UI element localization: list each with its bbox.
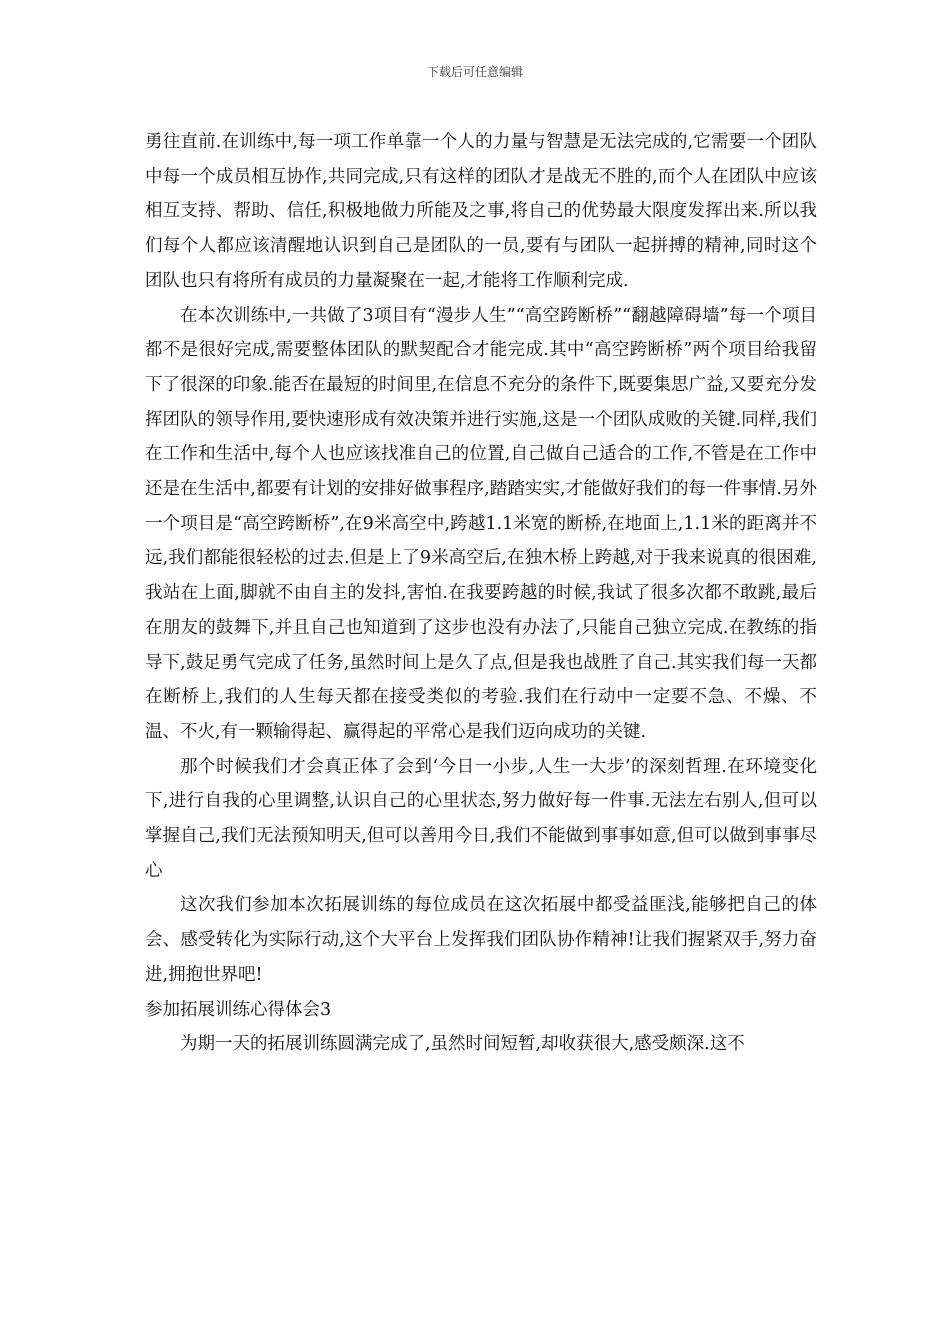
page-header: 下载后可任意编辑 <box>426 65 523 79</box>
paragraph-3: 那个时候我们才会真正体了会到‘今日一小步,人生一大步’的深刻哲理.在环境变化下,进行自我的心里调整,认识自己的心里状态,努力做好每一件事.无法左右别人,但可以掌握自己,我们无法预知明天,但可以善用今日,我们不能做到事事如意,但可以做到事事尽心 <box>145 756 817 881</box>
paragraph-5: 为期一天的拓展训练圆满完成了,虽然时间短暂,却收获很大,感受颇深.这不 <box>180 1034 745 1055</box>
paragraph-2: 在本次训练中,一共做了3项目有“漫步人生”“高空跨断桥”“翻越障碍墙”每一个项目都不是很好完成,需要整体团队的默契配合才能完成.其中“高空跨断桥”两个项目给我留下了很深的印象.能否在最短的时间里,在信息不充分的条件下,既要集思广益,又要充分发挥团队的领导作用,要快速形成有效决策并进行实施,这是一个团队成败的关键.同样,我们在工作和生活中,每个人也应该找准自己的位置,自己做自己适合的工作,不管是在工作中还是在生活中,都要有计划的安排好做事程序,踏踏实实,才能做好我们的每一件事情.另外一个项目是“高空跨断桥”,在9米高空中,跨越1.1米宽的断桥,在地面上,1.1米的距离并不远,我们都能很轻松的过去.但是上了9米高空后,在独木桥上跨越,对于我来说真的很困难,我站在上面,脚就不由自主的发抖,害怕.在我要跨越的时候,我试了很多次都不敢跳,最后在朋友的鼓舞下,并且自己也知道到了这步也没有办法了,只能自己独立完成.在教练的指导下,鼓足勇气完成了任务,虽然时间上是久了点,但是我也战胜了自己.其实我们每一天都在断桥上,我们的人生每天都在接受类似的考验.我们在行动中一定要不急、不燥、不温、不火,有一颗输得起、赢得起的平常心是我们迈向成功的关键. <box>145 305 817 742</box>
paragraph-1: 勇往直前.在训练中,每一项工作单靠一个人的力量与智慧是无法完成的,它需要一个团队中每一个成员相互协作,共同完成,只有这样的团队才是战无不胜的,而个人在团队中应该相互支持、帮助、信任,积极地做力所能及之事,将自己的优势最大限度发挥出来.所以我们每个人都应该清醒地认识到自己是团队的一员,要有与团队一起拼搏的精神,同时这个团队也只有将所有成员的力量凝聚在一起,才能将工作顺利完成. <box>145 132 817 291</box>
paragraph-4: 这次我们参加本次拓展训练的每位成员在这次拓展中都受益匪浅,能够把自己的体会、感受转化为实际行动,这个大平台上发挥我们团队协作精神!让我们握紧双手,努力奋进,拥抱世界吧! <box>145 895 817 985</box>
document-body <box>145 125 817 1062</box>
section-heading: 参加拓展训练心得体会3 <box>145 999 332 1020</box>
